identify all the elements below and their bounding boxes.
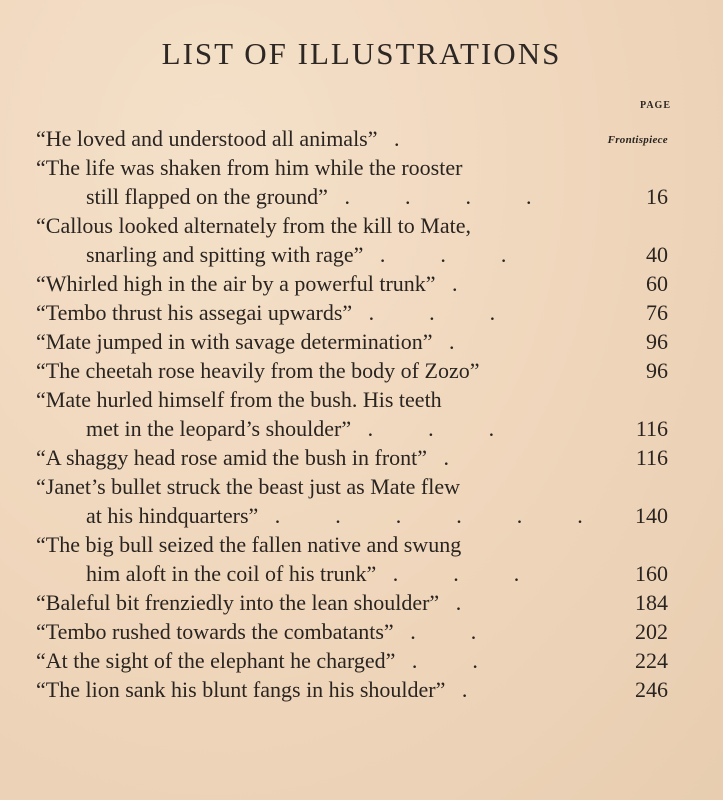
caption-text: “The lion sank his blunt fangs in his shoulder”: [36, 677, 446, 702]
illustrations-list: [36, 124, 668, 704]
page-number: 246: [635, 677, 668, 702]
leader-dots: .: [439, 590, 462, 615]
illustration-entry: [36, 646, 668, 675]
leader-dots: .: [432, 329, 455, 354]
page-number: 184: [635, 590, 668, 615]
page-number: 96: [646, 329, 668, 354]
page-number: 40: [646, 242, 668, 267]
caption-text: still flapped on the ground”: [86, 184, 328, 209]
illustration-entry: [36, 327, 668, 356]
page-number: 60: [646, 271, 668, 296]
entry-caption-line: [36, 211, 668, 240]
illustration-entry: [36, 588, 668, 617]
page-number: 96: [646, 358, 668, 383]
caption-text: “The life was shaken from him while the rooster: [36, 155, 463, 180]
entry-caption-line: [36, 124, 668, 153]
caption-text: him aloft in the coil of his trunk”: [86, 561, 377, 586]
illustration-entry: [36, 617, 668, 646]
page-number: 140: [635, 503, 668, 528]
page-number: Frontispiece: [607, 134, 668, 146]
page-number: 16: [646, 184, 668, 209]
leader-dots: . . .: [352, 300, 496, 325]
caption-text: at his hindquarters”: [86, 503, 259, 528]
caption-text: “Callous looked alternately from the kill to Mate,: [36, 213, 471, 238]
entry-caption-line: [36, 269, 668, 298]
entry-caption-continuation: [36, 240, 668, 269]
page-number: 76: [646, 300, 668, 325]
entry-caption-line: [36, 646, 668, 675]
leader-dots: . .: [393, 619, 477, 644]
entry-caption-continuation: [36, 501, 668, 530]
illustration-entry: [36, 124, 668, 153]
entry-caption-line: [36, 327, 668, 356]
leader-dots: .: [377, 126, 400, 151]
entry-caption-line: [36, 153, 668, 182]
leader-dots: . .: [395, 648, 478, 673]
leader-dots: .: [435, 271, 458, 296]
leader-dots: . . . . . .: [258, 503, 583, 528]
illustration-entry: [36, 443, 668, 472]
illustration-entry: [36, 675, 668, 704]
caption-text: “Mate hurled himself from the bush. His teeth: [36, 387, 442, 412]
illustration-entry: [36, 530, 668, 588]
caption-text: “The big bull seized the fallen native and swung: [36, 532, 462, 557]
entry-caption-continuation: [36, 414, 668, 443]
leader-dots: . . .: [351, 416, 495, 441]
caption-text: “A shaggy head rose amid the bush in front”: [36, 445, 428, 470]
caption-text: “Tembo thrust his assegai upwards”: [36, 300, 353, 325]
leader-dots: . . . .: [327, 184, 532, 209]
caption-text: “Whirled high in the air by a powerful trunk”: [36, 271, 436, 296]
entry-caption-line: [36, 530, 668, 559]
illustration-entry: [36, 472, 668, 530]
entry-caption-line: [36, 472, 668, 501]
caption-text: snarling and spitting with rage”: [86, 242, 364, 267]
leader-dots: .: [445, 677, 468, 702]
illustration-entry: [36, 153, 668, 211]
entry-caption-line: [36, 356, 668, 385]
page-number: 116: [635, 445, 668, 470]
caption-text: “Mate jumped in with savage determination”: [36, 329, 433, 354]
leader-dots: . . .: [376, 561, 520, 586]
illustration-entry: [36, 269, 668, 298]
entry-caption-line: [36, 617, 668, 646]
entry-caption-line: [36, 385, 668, 414]
illustration-entry: [36, 298, 668, 327]
caption-text: “The cheetah rose heavily from the body of Zozo”: [36, 358, 480, 383]
illustration-entry: [36, 211, 668, 269]
caption-text: “Janet’s bullet struck the beast just as Mate flew: [36, 474, 460, 499]
page-number: 202: [635, 619, 668, 644]
page-number: 116: [635, 416, 668, 441]
page-title: LIST OF ILLUSTRATIONS: [161, 36, 562, 71]
caption-text: “Baleful bit frenziedly into the lean shoulder”: [36, 590, 440, 615]
caption-text: “He loved and understood all animals”: [36, 126, 378, 151]
leader-dots: .: [427, 445, 450, 470]
page-number: 224: [635, 648, 668, 673]
caption-text: “Tembo rushed towards the combatants”: [36, 619, 394, 644]
entry-caption-line: [36, 588, 668, 617]
page-column-label: PAGE: [639, 100, 671, 111]
entry-caption-line: [36, 443, 668, 472]
illustration-entry: [36, 356, 668, 385]
illustration-entry: [36, 385, 668, 443]
entry-caption-continuation: [36, 182, 668, 211]
entry-caption-line: [36, 298, 668, 327]
entry-caption-continuation: [36, 559, 668, 588]
leader-dots: . . .: [363, 242, 507, 267]
caption-text: met in the leopard’s shoulder”: [86, 416, 352, 441]
entry-caption-line: [36, 675, 668, 704]
caption-text: “At the sight of the elephant he charged”: [36, 648, 396, 673]
page-number: 160: [635, 561, 668, 586]
